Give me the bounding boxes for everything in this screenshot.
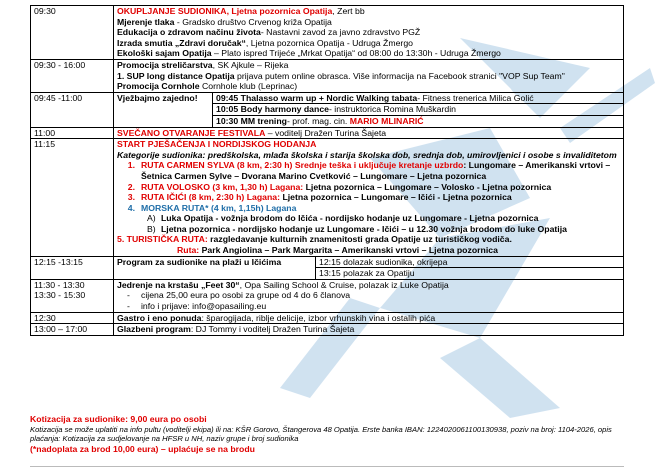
time-cell: 09:30 xyxy=(31,6,114,60)
program-cell: OKUPLJANJE SUDIONIKA, Ljetna pozornica Opatija, Zert bb Mjerenje tlaka - Gradsko društvo Crvenog križa Opatija Edukacija o zdravom načinu života- Nastavni zavod za javno zdravstvo PGŽ Izrada smutia „Zdravi doručak“, Ljetna pozornica Opatija - Udruga Žmergo Ekološki sajam Opatija – Plato ispred Trijeće „Mrkat Opatija“ od 08:00 do 13:30h - Udruga Žmergo xyxy=(114,6,624,60)
program-cell: Jedrenje na krstašu „Feet 30“, Opa Sailing School & Cruise, polazak iz Luke Opatija - cijena 25,00 eura po osobi za grupe od 4 do 6 članova - info i prijave: info@opasailing.eu xyxy=(114,279,624,312)
program-cell xyxy=(114,256,624,279)
table-row xyxy=(31,324,624,336)
footer-notes xyxy=(30,414,640,454)
table-row xyxy=(31,256,624,279)
time-cell: 11:30 - 13:30 13:30 - 15:30 xyxy=(31,279,114,312)
fee-line: Kotizacija za sudionike: 9,00 eura po osobi xyxy=(30,414,207,424)
table-row xyxy=(31,59,624,92)
program-cell: Gastro i eno ponuda: šparogijada, riblje delicije, izbor vrhunskih vina i ostalih pića xyxy=(114,312,624,324)
program-cell: SVEČANO OTVARANJE FESTIVALA – voditelj Dražen Turina Šajeta xyxy=(114,127,624,139)
exercise-item: 10:30 MM trening- prof. mag. cin. MARIO MLINARIĆ xyxy=(213,115,624,126)
time-cell: 11:00 xyxy=(31,127,114,139)
beach-program-label: Program za sudionike na plaži u Ičićima xyxy=(114,257,316,279)
divider xyxy=(30,466,624,467)
program-cell: START PJEŠAČENJA I NORDIJSKOG HODANJA Kategorije sudionika: predškolska, mlađa školska i starija školska dob, srednja dob, umirovljenici i osobe s invaliditetom 1. RUTA CARMEN SYLVA (8 km, 2:30 h) Srednje teška i uključuje kretanje uzbrdo: Lungomare – Amerikanski vrtovi – Šetnica Carmen Sylve – Dvorana Marino Cvetković – Lungomare – Ljetna pozornica 2. RUTA VOLOSKO (3 km, 1,30 h) Lagana: Ljetna pozornica – Lungomare – Volosko - Ljetna pozornica 3. RUTA IČIĆI (8 km, 2:30 h) Lagana: Ljetna pozornica – Lungomare – Ičići - Ljetna pozornica 4. MORSKA RUTA* (4 km, 1,15h) Lagana A) Luka Opatija - vožnja brodom do Ičića - nordijsko hodanje uz Lungomare - Ljetna pozornica B) Ljetna pozornica - nordijsko hodanje uz Lungomare - Ičići – u 12.30 vožnja brodom do luke Opatija 5. TURISTIČKA RUTA: razgledavanje kulturnih znamenitosti grada Opatije uz turističkog vodiča. Ruta: Park Angiolina – Park Margarita – Amerikanski vrtovi – Ljetna pozornica xyxy=(114,139,624,257)
table-row xyxy=(31,279,624,312)
time-cell: 12:30 xyxy=(31,312,114,324)
time-cell: 09:30 - 16:00 xyxy=(31,59,114,92)
time-cell: 11:15 xyxy=(31,139,114,257)
exercise-item: 10:05 Body harmony dance- instruktorica Romina Muškardin xyxy=(213,104,624,116)
time-cell: 13:00 – 17:00 xyxy=(31,324,114,336)
program-cell xyxy=(114,92,624,127)
table-row xyxy=(31,6,624,60)
exercise-item: 09:45 Thalasso warm up + Nordic Walking tabata- Fitness trenerica Milica Golić xyxy=(213,93,624,104)
payment-note: Kotizacija se može uplatiti na info pultu (voditelji ekipa) ili na: KŠR Gorovo, Štangerova 48 Opatija. Erste banka IBAN: 1224020061100130938, poziv na broj: 1104-2026, opis plaćanja: Kotizacija za sudjelovanje na HFSR u NH, naziv grupe i broj sudionika xyxy=(30,424,612,444)
program-cell: Promocija streličarstva, SK Ajkule – Rijeka 1. SUP long distance Opatija prijava putem online obrasca. Više informacija na Facebook stranici "VOP Sup Team" Promocija Cornhole Cornhole klub (Leprinac) xyxy=(114,59,624,92)
table-row xyxy=(31,92,624,127)
beach-item: 12:15 dolazak sudionika, okrijepa xyxy=(316,257,624,268)
beach-item: 13:15 polazak za Opatiju xyxy=(316,268,624,279)
boat-surcharge-note: (*nadoplata za brod 10,00 eura) – uplaćuje se na brodu xyxy=(30,443,255,454)
schedule-table xyxy=(30,5,624,336)
program-cell: Glazbeni program: DJ Tommy i voditelj Dražen Turina Šajeta xyxy=(114,324,624,336)
table-row xyxy=(31,312,624,324)
time-cell: 09:45 -11:00 xyxy=(31,92,114,127)
table-row xyxy=(31,127,624,139)
exercise-lead: Vježbajmo zajedno! xyxy=(114,93,213,127)
table-row xyxy=(31,139,624,257)
time-cell: 12:15 -13:15 xyxy=(31,256,114,279)
